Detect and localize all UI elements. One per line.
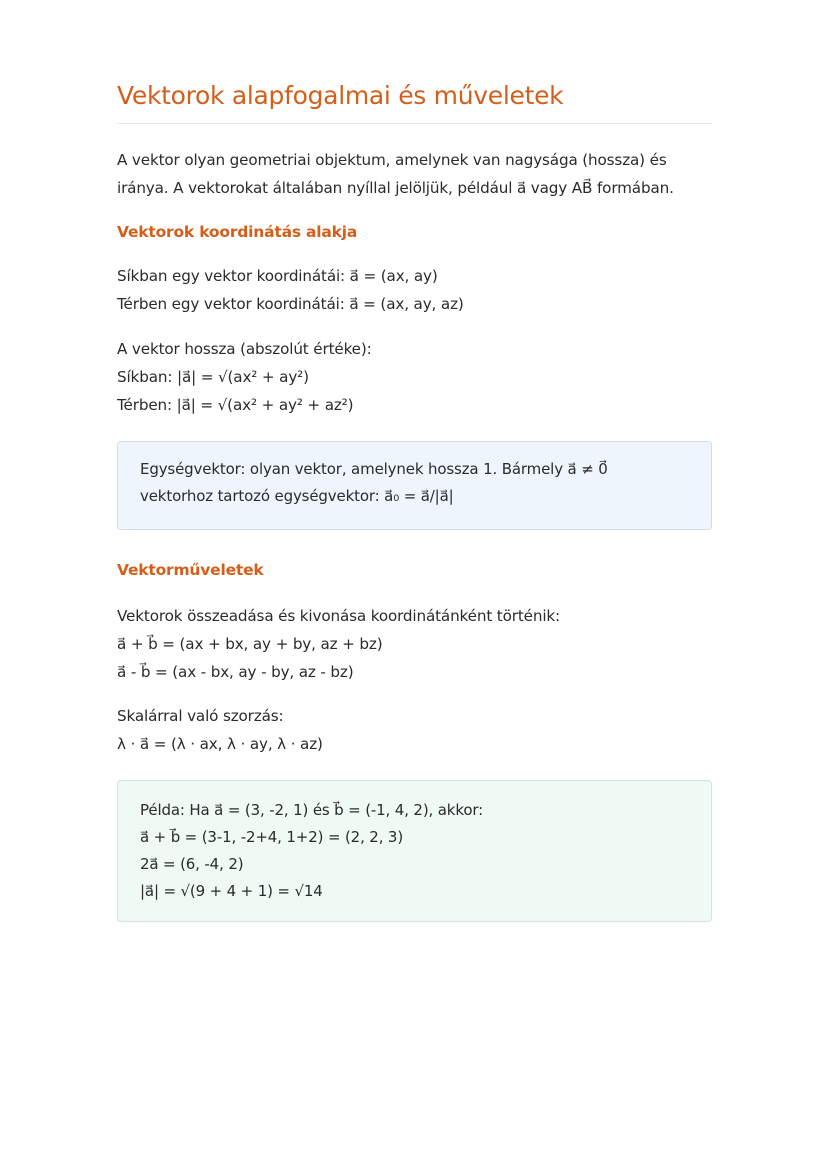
unit-vector-info-box — [117, 441, 712, 530]
section-heading-coordinates: Vektorok koordinátás alakja — [117, 223, 358, 241]
example-line: Példa: Ha a⃗ = (3, -2, 1) és b⃗ = (-1, 4, 2), akkor: — [140, 801, 484, 819]
scalar-formula: λ · a⃗ = (λ · ax, λ · ay, λ · az) — [117, 735, 323, 753]
coordinates-paragraph — [117, 262, 711, 318]
example-box — [117, 780, 712, 922]
title-divider — [117, 123, 712, 124]
document-page — [117, 78, 711, 922]
addition-paragraph — [117, 602, 711, 686]
intro-paragraph — [117, 146, 711, 202]
example-text — [140, 797, 689, 905]
length-paragraph — [117, 335, 711, 419]
unit-vector-text — [140, 456, 689, 510]
intro-line: iránya. A vektorokat általában nyíllal jelöljük, például a⃗ vagy AB⃗ formában. — [117, 179, 674, 197]
page-title: Vektorok alapfogalmai és műveletek — [117, 81, 564, 110]
example-line: |a⃗| = √(9 + 4 + 1) = √14 — [140, 882, 323, 900]
length-formula-space: Térben: |a⃗| = √(ax² + ay² + az²) — [117, 396, 354, 414]
section-heading-operations: Vektorműveletek — [117, 561, 264, 579]
length-intro: A vektor hossza (abszolút értéke): — [117, 340, 372, 358]
addition-intro: Vektorok összeadása és kivonása koordinátánként történik: — [117, 607, 561, 625]
coordinates-line-plane: Síkban egy vektor koordinátái: a⃗ = (ax, ay) — [117, 267, 438, 285]
length-formula-plane: Síkban: |a⃗| = √(ax² + ay²) — [117, 368, 309, 386]
subtraction-formula: a⃗ - b⃗ = (ax - bx, ay - by, az - bz) — [117, 663, 354, 681]
unit-vector-line: Egységvektor: olyan vektor, amelynek hossza 1. Bármely a⃗ ≠ 0⃗ — [140, 460, 608, 478]
addition-formula: a⃗ + b⃗ = (ax + bx, ay + by, az + bz) — [117, 635, 383, 653]
example-line: a⃗ + b⃗ = (3-1, -2+4, 1+2) = (2, 2, 3) — [140, 828, 404, 846]
intro-line: A vektor olyan geometriai objektum, amelynek van nagysága (hossza) és — [117, 151, 667, 169]
coordinates-line-space: Térben egy vektor koordinátái: a⃗ = (ax, ay, az) — [117, 295, 464, 313]
scalar-paragraph — [117, 702, 711, 758]
example-line: 2a⃗ = (6, -4, 2) — [140, 855, 244, 873]
scalar-intro: Skalárral való szorzás: — [117, 707, 284, 725]
unit-vector-line: vektorhoz tartozó egységvektor: a⃗₀ = a⃗/|a⃗| — [140, 487, 454, 505]
